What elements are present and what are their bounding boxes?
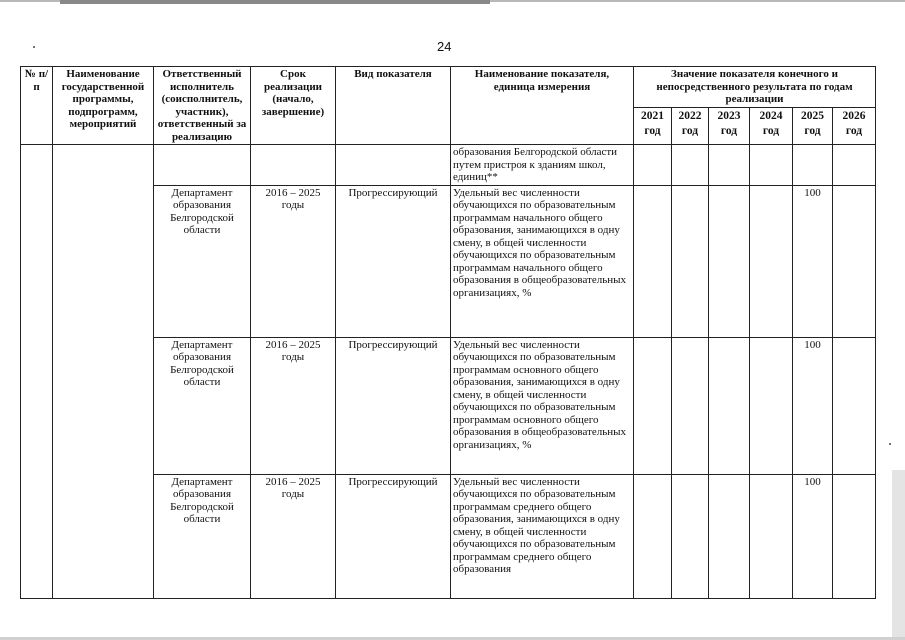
- term-cell: 2016 – 2025 годы: [251, 474, 336, 598]
- value-cell: 100: [793, 474, 833, 598]
- indicator-type-cell: Прогрессирующий: [336, 474, 451, 598]
- col-header-term: Срок реализации (начало, завершение): [251, 67, 336, 145]
- value-cell: [833, 474, 876, 598]
- value-cell: [750, 337, 793, 474]
- executor-cell: Департамент образования Белгородской области: [154, 337, 251, 474]
- row-num-cell: [21, 145, 53, 599]
- scan-edge-shadow: [60, 0, 490, 4]
- col-header-values: Значение показателя конечного и непосредственного результата по годам реализации: [634, 67, 876, 108]
- program-name-cell: [53, 145, 154, 599]
- term-cell: 2016 – 2025 годы: [251, 337, 336, 474]
- value-cell: [634, 145, 672, 186]
- indicator-type-cell: Прогрессирующий: [336, 185, 451, 337]
- value-cell: [672, 474, 709, 598]
- value-cell: [634, 474, 672, 598]
- value-cell: [672, 185, 709, 337]
- value-cell: [634, 185, 672, 337]
- value-cell: [709, 337, 750, 474]
- col-header-year: 2026 год: [833, 107, 876, 145]
- value-cell: [709, 185, 750, 337]
- value-cell: 100: [793, 337, 833, 474]
- term-cell: 2016 – 2025 годы: [251, 185, 336, 337]
- col-header-year: 2024 год: [750, 107, 793, 145]
- value-cell: [709, 474, 750, 598]
- col-header-year: 2021 год: [634, 107, 672, 145]
- value-cell: 100: [793, 185, 833, 337]
- scan-speck: [33, 46, 35, 48]
- col-header-num: № п/п: [21, 67, 53, 145]
- value-cell: [833, 337, 876, 474]
- col-header-name: Наименование государственной программы, подпрограмм, мероприятий: [53, 67, 154, 145]
- indicator-name-cell: Удельный вес численности обучающихся по образовательным программам основного общего образования, занимающихся в одну смену, в общей численности обучающихся по образовательным программам основного общего образования в общеобразовательных организациях, %: [451, 337, 634, 474]
- term-cell: [251, 145, 336, 186]
- indicator-type-cell: Прогрессирующий: [336, 337, 451, 474]
- value-cell: [833, 185, 876, 337]
- scan-edge-right: [892, 470, 905, 640]
- col-header-year: 2025 год: [793, 107, 833, 145]
- table-row: [21, 145, 876, 186]
- col-header-executor: Ответственный исполнитель (соисполнитель, участник), ответственный за реализацию: [154, 67, 251, 145]
- executor-cell: [154, 145, 251, 186]
- value-cell: [634, 337, 672, 474]
- value-cell: [672, 337, 709, 474]
- indicator-name-cell: Удельный вес численности обучающихся по образовательным программам начального общего образования, занимающихся в одну смену, в общей численности обучающихся по образовательным программам начального общего образования в общеобразовательных организациях, %: [451, 185, 634, 337]
- program-indicators-table: [20, 66, 876, 599]
- col-header-indicator-type: Вид показателя: [336, 67, 451, 145]
- indicator-name-cell: образования Белгородской области путем пристроя к зданиям школ, единиц**: [451, 145, 634, 186]
- executor-cell: Департамент образования Белгородской области: [154, 474, 251, 598]
- col-header-year: 2023 год: [709, 107, 750, 145]
- executor-cell: Департамент образования Белгородской области: [154, 185, 251, 337]
- col-header-year: 2022 год: [672, 107, 709, 145]
- indicator-name-cell: Удельный вес численности обучающихся по образовательным программам среднего общего образования, занимающихся в одну смену, в общей численности обучающихся по образовательным программам среднего общего образования: [451, 474, 634, 598]
- value-cell: [750, 145, 793, 186]
- value-cell: [709, 145, 750, 186]
- value-cell: [833, 145, 876, 186]
- scan-speck: [889, 443, 891, 445]
- value-cell: [672, 145, 709, 186]
- value-cell: [750, 474, 793, 598]
- page-number: 24: [437, 39, 452, 54]
- value-cell: [750, 185, 793, 337]
- col-header-indicator-name: Наименование показателя, единица измерения: [451, 67, 634, 145]
- indicator-type-cell: [336, 145, 451, 186]
- value-cell: [793, 145, 833, 186]
- header-row: [21, 67, 876, 108]
